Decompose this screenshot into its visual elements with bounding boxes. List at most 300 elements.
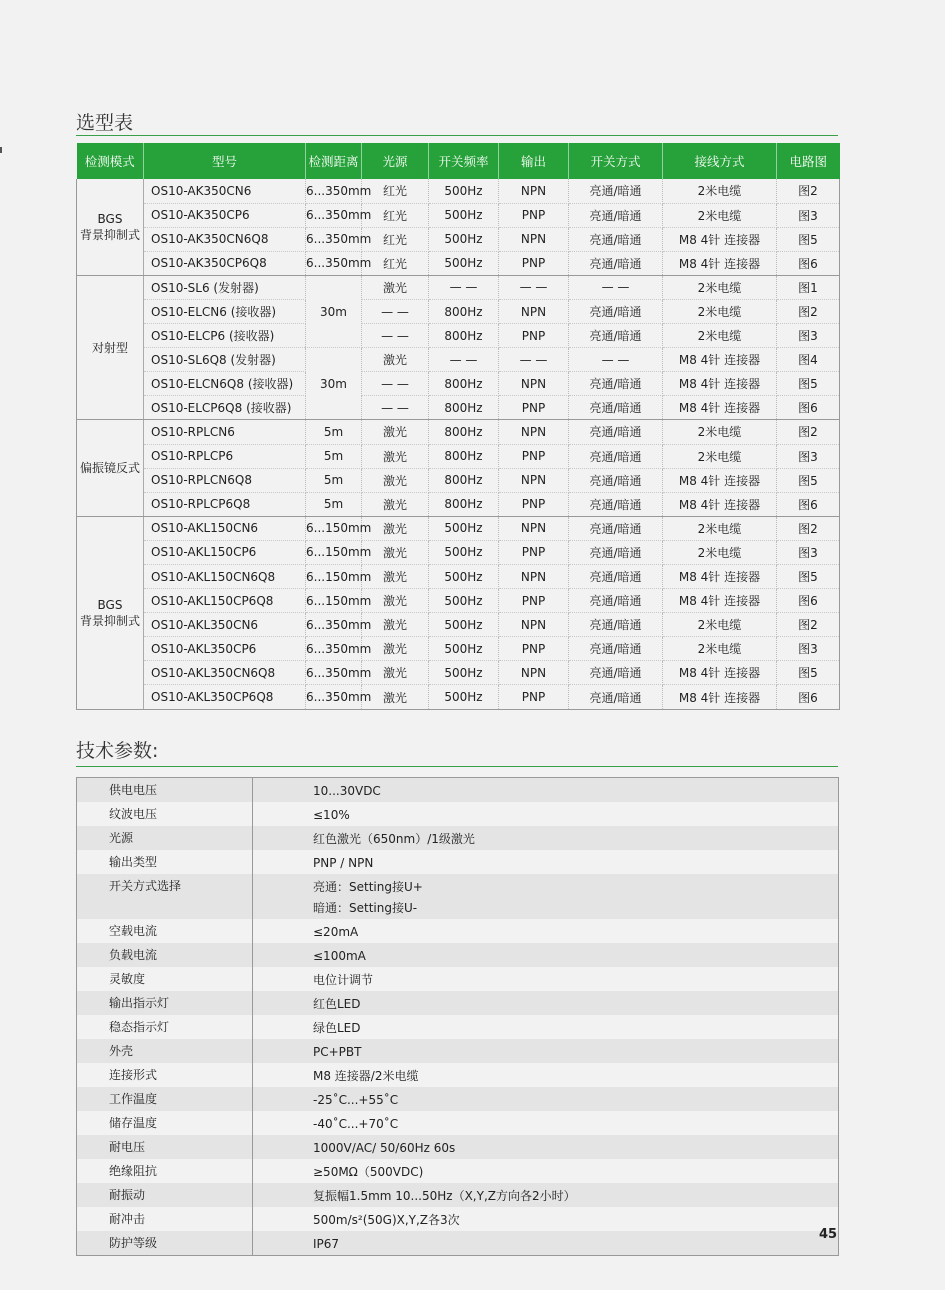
freq-cell: 800Hz [429, 372, 499, 396]
spec-value-line: 电位计调节 [313, 973, 374, 987]
light-cell: 激光 [362, 492, 429, 516]
distance-cell: 6...350mm [306, 685, 362, 709]
mode-label: BGS [97, 211, 123, 226]
distance-cell: 6...350mm [306, 203, 362, 227]
spec-value [253, 1135, 839, 1159]
diagram-cell: 图5 [777, 565, 840, 589]
table-row [77, 396, 840, 420]
freq-cell: — — [429, 275, 499, 299]
table-row [77, 661, 840, 685]
wiring-cell: 2米电缆 [663, 420, 777, 444]
spec-label: 光源 [77, 826, 253, 850]
spec-row [77, 874, 839, 919]
diagram-cell: 图3 [777, 444, 840, 468]
spec-label: 绝缘阻抗 [77, 1159, 253, 1183]
wiring-cell: 2米电缆 [663, 324, 777, 348]
switch-cell: 亮通/暗通 [569, 324, 663, 348]
light-cell: 激光 [362, 516, 429, 540]
spec-row [77, 1183, 839, 1207]
freq-cell: 500Hz [429, 227, 499, 251]
diagram-cell: 图5 [777, 227, 840, 251]
distance-cell: 5m [306, 468, 362, 492]
wiring-cell: 2米电缆 [663, 275, 777, 299]
freq-cell: 800Hz [429, 396, 499, 420]
switch-cell: — — [569, 275, 663, 299]
spec-value [253, 1039, 839, 1063]
table-row [77, 685, 840, 709]
diagram-cell: 图3 [777, 203, 840, 227]
model-cell: OS10-AKL350CN6Q8 [144, 661, 306, 685]
output-cell: PNP [499, 203, 569, 227]
freq-cell: 800Hz [429, 492, 499, 516]
spec-label: 纹波电压 [77, 802, 253, 826]
switch-cell: 亮通/暗通 [569, 179, 663, 203]
table-row [77, 227, 840, 251]
diagram-cell: 图3 [777, 540, 840, 564]
spec-value [253, 1063, 839, 1087]
spec-value [253, 1231, 839, 1256]
mode-cell [77, 516, 144, 709]
spec-label: 开关方式选择 [77, 874, 253, 919]
diagram-cell: 图3 [777, 637, 840, 661]
model-cell: OS10-ELCP6 (接收器) [144, 324, 306, 348]
distance-cell: 5m [306, 492, 362, 516]
light-cell: 激光 [362, 565, 429, 589]
model-cell: OS10-AK350CN6 [144, 179, 306, 203]
model-cell: OS10-RPLCP6Q8 [144, 492, 306, 516]
switch-cell: 亮通/暗通 [569, 372, 663, 396]
model-cell: OS10-AKL150CP6 [144, 540, 306, 564]
distance-cell: 30m [306, 275, 362, 347]
freq-cell: 500Hz [429, 589, 499, 613]
spec-row [77, 1231, 839, 1256]
wiring-cell: M8 4针 连接器 [663, 372, 777, 396]
distance-cell: 6...350mm [306, 637, 362, 661]
header-light: 光源 [362, 143, 429, 179]
specs-body [77, 778, 839, 1256]
light-cell: 红光 [362, 227, 429, 251]
table-row [77, 540, 840, 564]
freq-cell: 500Hz [429, 251, 499, 275]
wiring-cell: M8 4针 连接器 [663, 348, 777, 372]
specs-title-rule [76, 766, 838, 767]
switch-cell: 亮通/暗通 [569, 565, 663, 589]
spec-value [253, 802, 839, 826]
spec-row [77, 1087, 839, 1111]
wiring-cell: 2米电缆 [663, 203, 777, 227]
output-cell: PNP [499, 492, 569, 516]
spec-value [253, 1111, 839, 1135]
spec-row [77, 778, 839, 803]
spec-label: 外壳 [77, 1039, 253, 1063]
diagram-cell: 图2 [777, 299, 840, 323]
header-frequency: 开关频率 [429, 143, 499, 179]
page-number: 45 [819, 1227, 838, 1242]
wiring-cell: M8 4针 连接器 [663, 492, 777, 516]
header-diagram: 电路图 [777, 143, 840, 179]
spec-value-line: 暗通：Setting接U- [313, 901, 418, 915]
table-row [77, 324, 840, 348]
spec-row [77, 1207, 839, 1231]
wiring-cell: 2米电缆 [663, 637, 777, 661]
output-cell: PNP [499, 589, 569, 613]
wiring-cell: M8 4针 连接器 [663, 565, 777, 589]
selection-title: 选型表 [76, 112, 134, 134]
switch-cell: 亮通/暗通 [569, 396, 663, 420]
model-cell: OS10-AK350CP6Q8 [144, 251, 306, 275]
table-row [77, 348, 840, 372]
table-row [77, 516, 840, 540]
diagram-cell: 图5 [777, 372, 840, 396]
diagram-cell: 图6 [777, 251, 840, 275]
model-cell: OS10-AKL150CP6Q8 [144, 589, 306, 613]
wiring-cell: M8 4针 连接器 [663, 661, 777, 685]
output-cell: NPN [499, 299, 569, 323]
switch-cell: — — [569, 348, 663, 372]
freq-cell: 500Hz [429, 540, 499, 564]
wiring-cell: 2米电缆 [663, 179, 777, 203]
output-cell: PNP [499, 685, 569, 709]
output-cell: — — [499, 348, 569, 372]
mode-cell [77, 179, 144, 275]
freq-cell: 500Hz [429, 685, 499, 709]
header-distance: 检测距离 [306, 143, 362, 179]
output-cell: PNP [499, 540, 569, 564]
selection-body [77, 179, 840, 709]
spec-value-line: ≤10% [313, 808, 350, 822]
freq-cell: 500Hz [429, 637, 499, 661]
mode-label: 偏振镜反式 [79, 461, 140, 476]
light-cell: 红光 [362, 179, 429, 203]
spec-row [77, 1159, 839, 1183]
freq-cell: 800Hz [429, 444, 499, 468]
diagram-cell: 图2 [777, 516, 840, 540]
light-cell: — — [362, 299, 429, 323]
spec-value-line: PC+PBT [313, 1045, 362, 1059]
table-row [77, 203, 840, 227]
spec-label: 耐电压 [77, 1135, 253, 1159]
spec-value [253, 850, 839, 874]
spec-row [77, 1039, 839, 1063]
model-cell: OS10-ELCN6Q8 (接收器) [144, 372, 306, 396]
light-cell: 激光 [362, 589, 429, 613]
model-cell: OS10-RPLCN6 [144, 420, 306, 444]
switch-cell: 亮通/暗通 [569, 661, 663, 685]
output-cell: NPN [499, 565, 569, 589]
selection-header-row [77, 143, 840, 179]
distance-cell: 6...350mm [306, 227, 362, 251]
light-cell: 激光 [362, 637, 429, 661]
distance-cell: 30m [306, 348, 362, 420]
model-cell: OS10-AKL350CP6Q8 [144, 685, 306, 709]
light-cell: 激光 [362, 275, 429, 299]
diagram-cell: 图2 [777, 613, 840, 637]
output-cell: NPN [499, 372, 569, 396]
spec-value-line: 绿色LED [313, 1021, 361, 1035]
switch-cell: 亮通/暗通 [569, 203, 663, 227]
output-cell: NPN [499, 179, 569, 203]
spec-value-line: ≥50MΩ（500VDC) [313, 1165, 424, 1179]
spec-value-line: 复振幅1.5mm 10...50Hz（X,Y,Z方向各2小时） [313, 1189, 576, 1203]
diagram-cell: 图6 [777, 685, 840, 709]
spec-row [77, 967, 839, 991]
freq-cell: 800Hz [429, 324, 499, 348]
model-cell: OS10-AKL150CN6 [144, 516, 306, 540]
model-cell: OS10-RPLCN6Q8 [144, 468, 306, 492]
spec-value [253, 967, 839, 991]
spec-value-line: ≤100mA [313, 949, 366, 963]
spec-value [253, 991, 839, 1015]
table-row [77, 613, 840, 637]
freq-cell: 500Hz [429, 565, 499, 589]
spec-value [253, 1087, 839, 1111]
freq-cell: 800Hz [429, 299, 499, 323]
spec-label: 耐冲击 [77, 1207, 253, 1231]
output-cell: NPN [499, 613, 569, 637]
freq-cell: — — [429, 348, 499, 372]
table-row [77, 179, 840, 203]
light-cell: 红光 [362, 203, 429, 227]
spec-label: 空载电流 [77, 919, 253, 943]
light-cell: 激光 [362, 540, 429, 564]
edge-mark [0, 147, 2, 153]
output-cell: NPN [499, 661, 569, 685]
spec-row [77, 850, 839, 874]
spec-value-line: 500m/s²(50G)X,Y,Z各3次 [313, 1213, 460, 1227]
spec-value [253, 1207, 839, 1231]
spec-label: 耐振动 [77, 1183, 253, 1207]
model-cell: OS10-AKL150CN6Q8 [144, 565, 306, 589]
table-row [77, 299, 840, 323]
spec-value-line: ≤20mA [313, 925, 359, 939]
model-cell: OS10-AKL350CP6 [144, 637, 306, 661]
model-cell: OS10-ELCN6 (接收器) [144, 299, 306, 323]
model-cell: OS10-SL6 (发射器) [144, 275, 306, 299]
spec-value [253, 826, 839, 850]
output-cell: NPN [499, 227, 569, 251]
model-cell: OS10-AKL350CN6 [144, 613, 306, 637]
spec-row [77, 802, 839, 826]
switch-cell: 亮通/暗通 [569, 444, 663, 468]
diagram-cell: 图6 [777, 589, 840, 613]
spec-value-line: 红色激光（650nm）/1级激光 [313, 832, 475, 846]
spec-value [253, 943, 839, 967]
output-cell: PNP [499, 251, 569, 275]
light-cell: 激光 [362, 348, 429, 372]
table-row [77, 372, 840, 396]
light-cell: 激光 [362, 661, 429, 685]
switch-cell: 亮通/暗通 [569, 516, 663, 540]
spec-value-line: 10...30VDC [313, 784, 381, 798]
selection-title-rule [76, 135, 838, 136]
spec-label: 输出指示灯 [77, 991, 253, 1015]
output-cell: NPN [499, 516, 569, 540]
model-cell: OS10-ELCP6Q8 (接收器) [144, 396, 306, 420]
wiring-cell: 2米电缆 [663, 444, 777, 468]
freq-cell: 500Hz [429, 613, 499, 637]
spec-label: 连接形式 [77, 1063, 253, 1087]
diagram-cell: 图2 [777, 179, 840, 203]
switch-cell: 亮通/暗通 [569, 613, 663, 637]
diagram-cell: 图6 [777, 396, 840, 420]
switch-cell: 亮通/暗通 [569, 468, 663, 492]
switch-cell: 亮通/暗通 [569, 299, 663, 323]
header-wiring: 接线方式 [663, 143, 777, 179]
model-cell: OS10-RPLCP6 [144, 444, 306, 468]
spec-value [253, 1183, 839, 1207]
distance-cell: 6...350mm [306, 179, 362, 203]
light-cell: 红光 [362, 251, 429, 275]
wiring-cell: M8 4针 连接器 [663, 251, 777, 275]
wiring-cell: 2米电缆 [663, 613, 777, 637]
distance-cell: 6...150mm [306, 589, 362, 613]
table-row [77, 420, 840, 444]
output-cell: PNP [499, 637, 569, 661]
table-row [77, 468, 840, 492]
specs-table [76, 777, 839, 1256]
mode-label: 对射型 [91, 340, 128, 355]
spec-row [77, 943, 839, 967]
header-model: 型号 [144, 143, 306, 179]
mode-label: 背景抑制式 [79, 613, 140, 628]
specs-title: 技术参数: [76, 740, 159, 762]
freq-cell: 500Hz [429, 661, 499, 685]
diagram-cell: 图2 [777, 420, 840, 444]
distance-cell: 6...150mm [306, 540, 362, 564]
model-cell: OS10-SL6Q8 (发射器) [144, 348, 306, 372]
output-cell: PNP [499, 396, 569, 420]
wiring-cell: 2米电缆 [663, 540, 777, 564]
spec-row [77, 1015, 839, 1039]
spec-value-line: 红色LED [313, 997, 361, 1011]
table-row [77, 275, 840, 299]
spec-value-line: PNP / NPN [313, 856, 374, 870]
light-cell: — — [362, 372, 429, 396]
spec-row [77, 1111, 839, 1135]
header-mode: 检测模式 [77, 143, 144, 179]
model-cell: OS10-AK350CP6 [144, 203, 306, 227]
switch-cell: 亮通/暗通 [569, 420, 663, 444]
model-cell: OS10-AK350CN6Q8 [144, 227, 306, 251]
output-cell: — — [499, 275, 569, 299]
light-cell: 激光 [362, 613, 429, 637]
header-output: 输出 [499, 143, 569, 179]
distance-cell: 5m [306, 420, 362, 444]
wiring-cell: 2米电缆 [663, 516, 777, 540]
light-cell: — — [362, 396, 429, 420]
table-row [77, 444, 840, 468]
spec-value-line: 1000V/AC/ 50/60Hz 60s [313, 1141, 456, 1155]
mode-label: 背景抑制式 [79, 227, 140, 242]
spec-row [77, 1135, 839, 1159]
light-cell: 激光 [362, 444, 429, 468]
spec-label: 储存温度 [77, 1111, 253, 1135]
table-row [77, 565, 840, 589]
diagram-cell: 图5 [777, 468, 840, 492]
switch-cell: 亮通/暗通 [569, 637, 663, 661]
diagram-cell: 图1 [777, 275, 840, 299]
spec-label: 负载电流 [77, 943, 253, 967]
switch-cell: 亮通/暗通 [569, 589, 663, 613]
mode-label: BGS [97, 597, 123, 612]
output-cell: PNP [499, 444, 569, 468]
distance-cell: 6...350mm [306, 251, 362, 275]
spec-row [77, 991, 839, 1015]
spec-label: 工作温度 [77, 1087, 253, 1111]
switch-cell: 亮通/暗通 [569, 251, 663, 275]
selection-table [76, 143, 840, 710]
distance-cell: 6...350mm [306, 613, 362, 637]
freq-cell: 800Hz [429, 420, 499, 444]
distance-cell: 6...350mm [306, 661, 362, 685]
spec-value-line: -40˚C...+70˚C [313, 1117, 399, 1131]
spec-value [253, 1159, 839, 1183]
spec-value-line: M8 连接器/2米电缆 [313, 1069, 419, 1083]
switch-cell: 亮通/暗通 [569, 492, 663, 516]
spec-row [77, 919, 839, 943]
spec-label: 输出类型 [77, 850, 253, 874]
spec-row [77, 826, 839, 850]
distance-cell: 6...150mm [306, 516, 362, 540]
output-cell: NPN [499, 420, 569, 444]
spec-label: 供电电压 [77, 778, 253, 803]
spec-value [253, 919, 839, 943]
diagram-cell: 图5 [777, 661, 840, 685]
spec-label: 稳态指示灯 [77, 1015, 253, 1039]
switch-cell: 亮通/暗通 [569, 685, 663, 709]
spec-row [77, 1063, 839, 1087]
spec-value-line: IP67 [313, 1237, 340, 1251]
light-cell: 激光 [362, 685, 429, 709]
wiring-cell: M8 4针 连接器 [663, 589, 777, 613]
freq-cell: 500Hz [429, 516, 499, 540]
freq-cell: 500Hz [429, 203, 499, 227]
spec-label: 防护等级 [77, 1231, 253, 1256]
wiring-cell: M8 4针 连接器 [663, 227, 777, 251]
distance-cell: 5m [306, 444, 362, 468]
spec-value-line: -25˚C...+55˚C [313, 1093, 399, 1107]
spec-value [253, 778, 839, 803]
wiring-cell: 2米电缆 [663, 299, 777, 323]
spec-label: 灵敏度 [77, 967, 253, 991]
switch-cell: 亮通/暗通 [569, 227, 663, 251]
table-row [77, 589, 840, 613]
wiring-cell: M8 4针 连接器 [663, 468, 777, 492]
table-row [77, 637, 840, 661]
mode-cell [77, 275, 144, 420]
header-switch: 开关方式 [569, 143, 663, 179]
light-cell: 激光 [362, 420, 429, 444]
spec-value [253, 874, 839, 919]
freq-cell: 500Hz [429, 179, 499, 203]
diagram-cell: 图3 [777, 324, 840, 348]
mode-cell [77, 420, 144, 516]
light-cell: — — [362, 324, 429, 348]
output-cell: NPN [499, 468, 569, 492]
diagram-cell: 图4 [777, 348, 840, 372]
spec-value [253, 1015, 839, 1039]
wiring-cell: M8 4针 连接器 [663, 396, 777, 420]
light-cell: 激光 [362, 468, 429, 492]
output-cell: PNP [499, 324, 569, 348]
diagram-cell: 图6 [777, 492, 840, 516]
distance-cell: 6...150mm [306, 565, 362, 589]
table-row [77, 492, 840, 516]
freq-cell: 800Hz [429, 468, 499, 492]
switch-cell: 亮通/暗通 [569, 540, 663, 564]
table-row [77, 251, 840, 275]
spec-value-line: 亮通：Setting接U+ [313, 880, 423, 894]
